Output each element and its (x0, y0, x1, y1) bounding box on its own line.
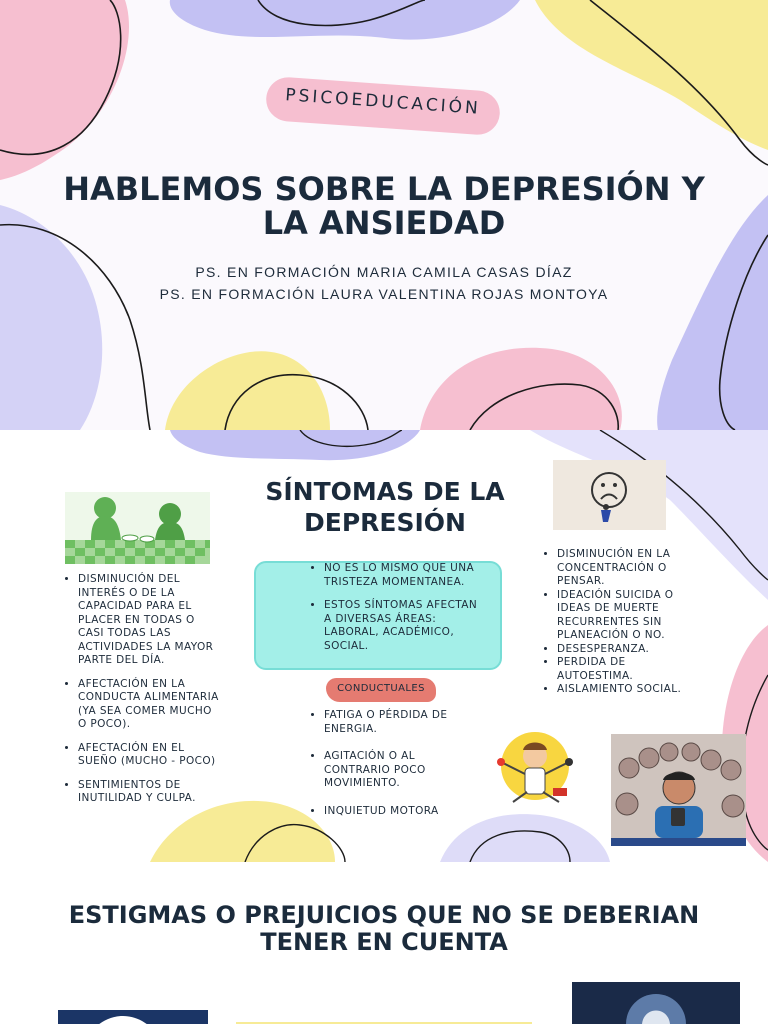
slide-stigmas (0, 862, 768, 1024)
list-item: • AGITACIÓN O AL CONTRARIO POCO MOVIMIENTO. (324, 750, 460, 791)
right-symptoms-list (543, 548, 693, 697)
symptoms-title: SÍNTOMAS DE LA DEPRESIÓN (265, 477, 505, 537)
conductuales-tag: CONDUCTUALES (337, 683, 425, 694)
list-item: • IDEACIÓN SUICIDA O IDEAS DE MUERTE RECURRENTES SIN PLANEACIÓN O NO. (557, 589, 693, 643)
list-item: • AFECTACIÓN EN LA CONDUCTA ALIMENTARIA (YA SEA COMER MUCHO O POCO). (78, 678, 224, 732)
image-partial-right (572, 982, 740, 1024)
image-partial-left (58, 1010, 208, 1024)
psicoeducacion-label: PSICOEDUCACIÓN (284, 85, 482, 119)
illustration-sad-face (553, 460, 666, 530)
center-box-list (310, 562, 480, 663)
list-item: • AISLAMIENTO SOCIAL. (557, 683, 693, 697)
list-item: • ESTOS SÍNTOMAS AFECTAN A DIVERSAS ÁREAS: LABORAL, ACADÉMICO, SOCIAL. (324, 599, 480, 653)
illustration-crowd (611, 734, 746, 846)
list-item: • DISMINUCIÓN DEL INTERÉS O DE LA CAPACIDAD PARA EL PLACER EN TODAS O CASI TODAS LAS ACTIVIDADES LA MAYOR PARTE DEL DÍA. (78, 573, 224, 668)
list-item: • PERDIDA DE AUTOESTIMA. (557, 656, 693, 683)
list-item: • INQUIETUD MOTORA (324, 805, 460, 819)
center-symptoms-list (310, 709, 460, 828)
list-item: • DESESPERANZA. (557, 643, 693, 657)
list-item: • NO ES LO MISMO QUE UNA TRISTEZA MOMENTANEA. (324, 562, 480, 589)
list-item: • DISMINUCIÓN EN LA CONCENTRACIÓN O PENSAR. (557, 548, 693, 589)
list-item: • SENTIMIENTOS DE INUTILIDAD Y CULPA. (78, 779, 224, 806)
slide-title (0, 0, 768, 430)
slide-symptoms (0, 430, 768, 862)
author-2: PS. EN FORMACIÓN LAURA VALENTINA ROJAS MONTOYA (159, 286, 609, 302)
illustration-busy-child (489, 732, 581, 804)
list-item: • FATIGA O PÉRDIDA DE ENERGIA. (324, 709, 460, 736)
main-title: HABLEMOS SOBRE LA DEPRESIÓN Y LA ANSIEDAD (63, 170, 705, 242)
stigmas-title: ESTIGMAS O PREJUICIOS QUE NO SE DEBERIAN TENER EN CUENTA (68, 901, 700, 956)
left-symptoms-list (64, 573, 224, 816)
illustration-girls-at-table (65, 492, 210, 564)
author-1: PS. EN FORMACIÓN MARIA CAMILA CASAS DÍAZ (195, 264, 573, 280)
list-item: • AFECTACIÓN EN EL SUEÑO (MUCHO - POCO) (78, 742, 224, 769)
